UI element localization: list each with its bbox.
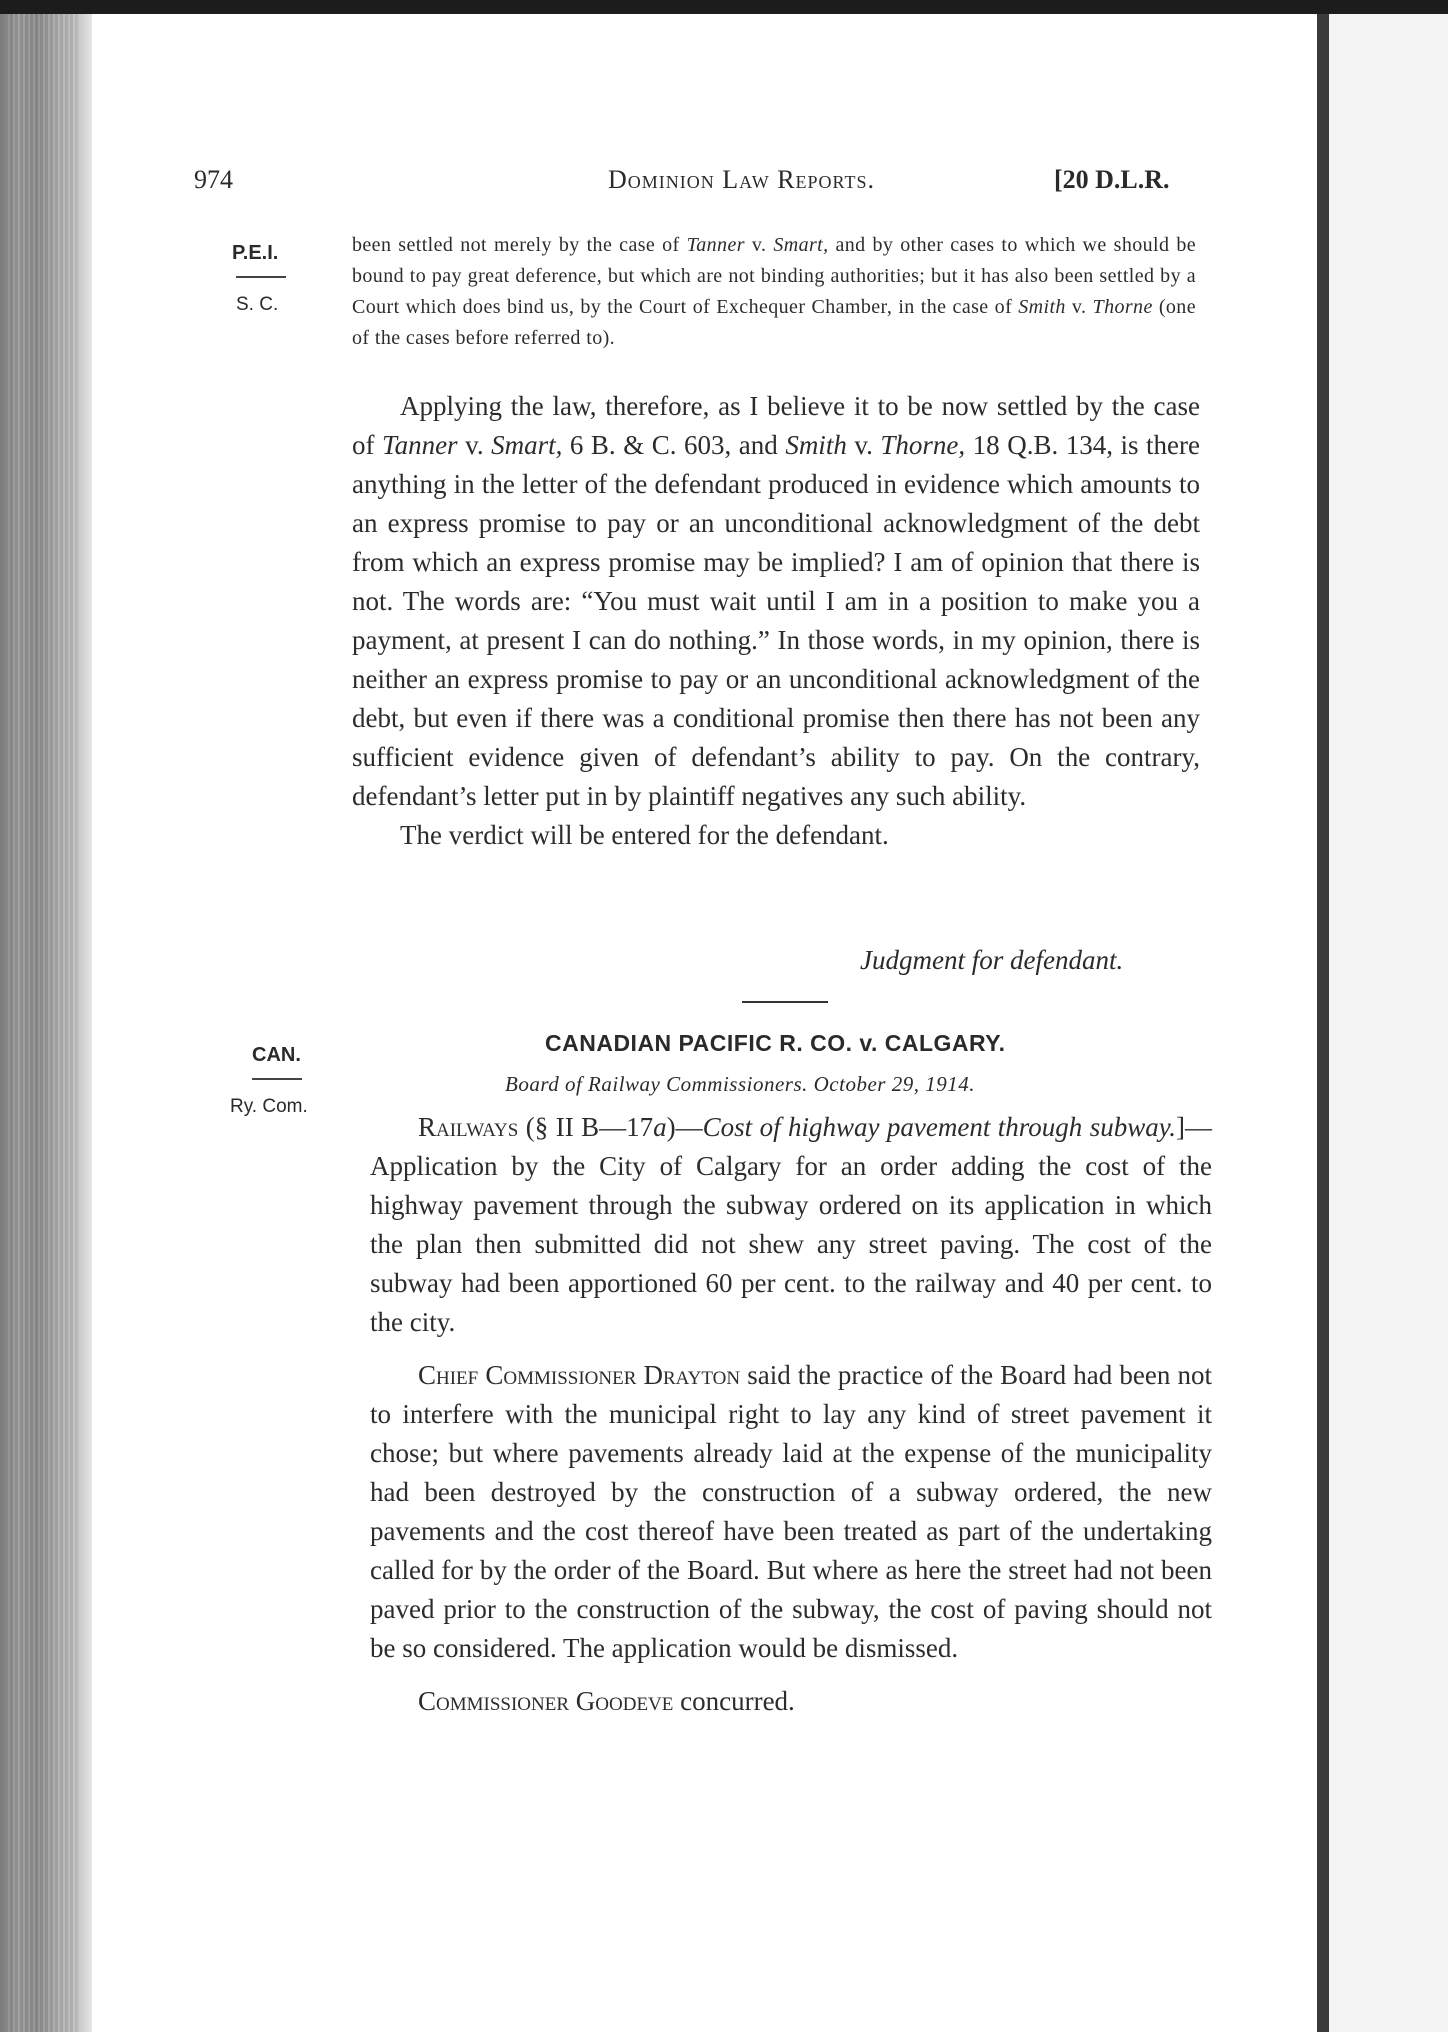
headnote: Railways (§ II B—17a)—Cost of highway pavement through subway.]—Application by the City of Calgary for an order adding the cost of the highway pavement through the subway ordered on its application in which the plan then submitted did not shew any street paving. The cost of the subway had been apportioned 60 per cent. to the railway and 40 per cent. to the city. <box>370 1112 1212 1337</box>
margin-rule <box>252 1078 302 1080</box>
margin-court-province: P.E.I. <box>232 242 279 264</box>
page-number: 974 <box>194 165 233 194</box>
case-court-date: Board of Railway Commissioners. October 29, 1914. <box>505 1072 975 1096</box>
case-divider <box>742 1001 828 1003</box>
gutter-shadow <box>1317 14 1329 2032</box>
volume-reference: [20 D.L.R. <box>1054 165 1170 194</box>
opinion-text <box>352 387 1200 855</box>
quoted-authority-paragraph: been settled not merely by the case of Tanner v. Smart, and by other cases to which we should be bound to pay great deference, but which are not binding authorities; but it has also been settled by a Court which does bind us, by the Court of Exchequer Chamber, in the case of Smith v. Thorne (one of the cases before referred to). <box>352 234 1196 349</box>
concurrence-line: Commissioner Goodeve concurred. <box>418 1686 795 1716</box>
book-spine-edge <box>0 14 92 2032</box>
judgment-line: Judgment for defendant. <box>860 945 1124 975</box>
margin-court-country: CAN. <box>252 1044 301 1066</box>
decision-paragraph: Chief Commissioner Drayton said the practice of the Board had been not to interfere with the municipal right to lay any kind of street pavement it chose; but where pavements already laid at the expense of the municipality had been destroyed by the construction of a subway ordered, the new pavements and the cost thereof have been treated as part of the undertaking called for by the order of the Board. But where as here the street had not been paved prior to the construction of the subway, the cost of paving should not be so considered. The application would be dismissed. <box>370 1360 1212 1663</box>
opinion-paragraph: Applying the law, therefore, as I believe it to be now settled by the case of Tanner v. Smart, 6 B. & C. 603, and Smith v. Thorne, 18 Q.B. 134, is there anything in the letter of the defendant produced in evidence which amounts to an express promise to pay or an unconditional acknowledgment of the debt from which an express promise may be implied? I am of opinion that there is not. The words are: “You must wait until I am in a position to make you a payment, at present I can do nothing.” In those words, in my opinion, there is neither an express promise to pay or an unconditional acknowledgment of the debt, but even if there was a conditional promise then there has not been any sufficient evidence given of defendant’s ability to pay. On the contrary, defendant’s letter put in by plaintiff negatives any such ability. <box>352 391 1200 811</box>
verdict-line: The verdict will be entered for the defendant. <box>400 820 889 850</box>
margin-rule <box>236 276 286 278</box>
case-body <box>370 1108 1212 1721</box>
running-title: Dominion Law Reports. <box>608 165 875 194</box>
case-title: CANADIAN PACIFIC R. CO. v. CALGARY. <box>545 1030 1006 1056</box>
facing-page-edge <box>1329 14 1448 2032</box>
margin-tribunal: Ry. Com. <box>230 1096 308 1117</box>
margin-court-level: S. C. <box>236 294 279 315</box>
